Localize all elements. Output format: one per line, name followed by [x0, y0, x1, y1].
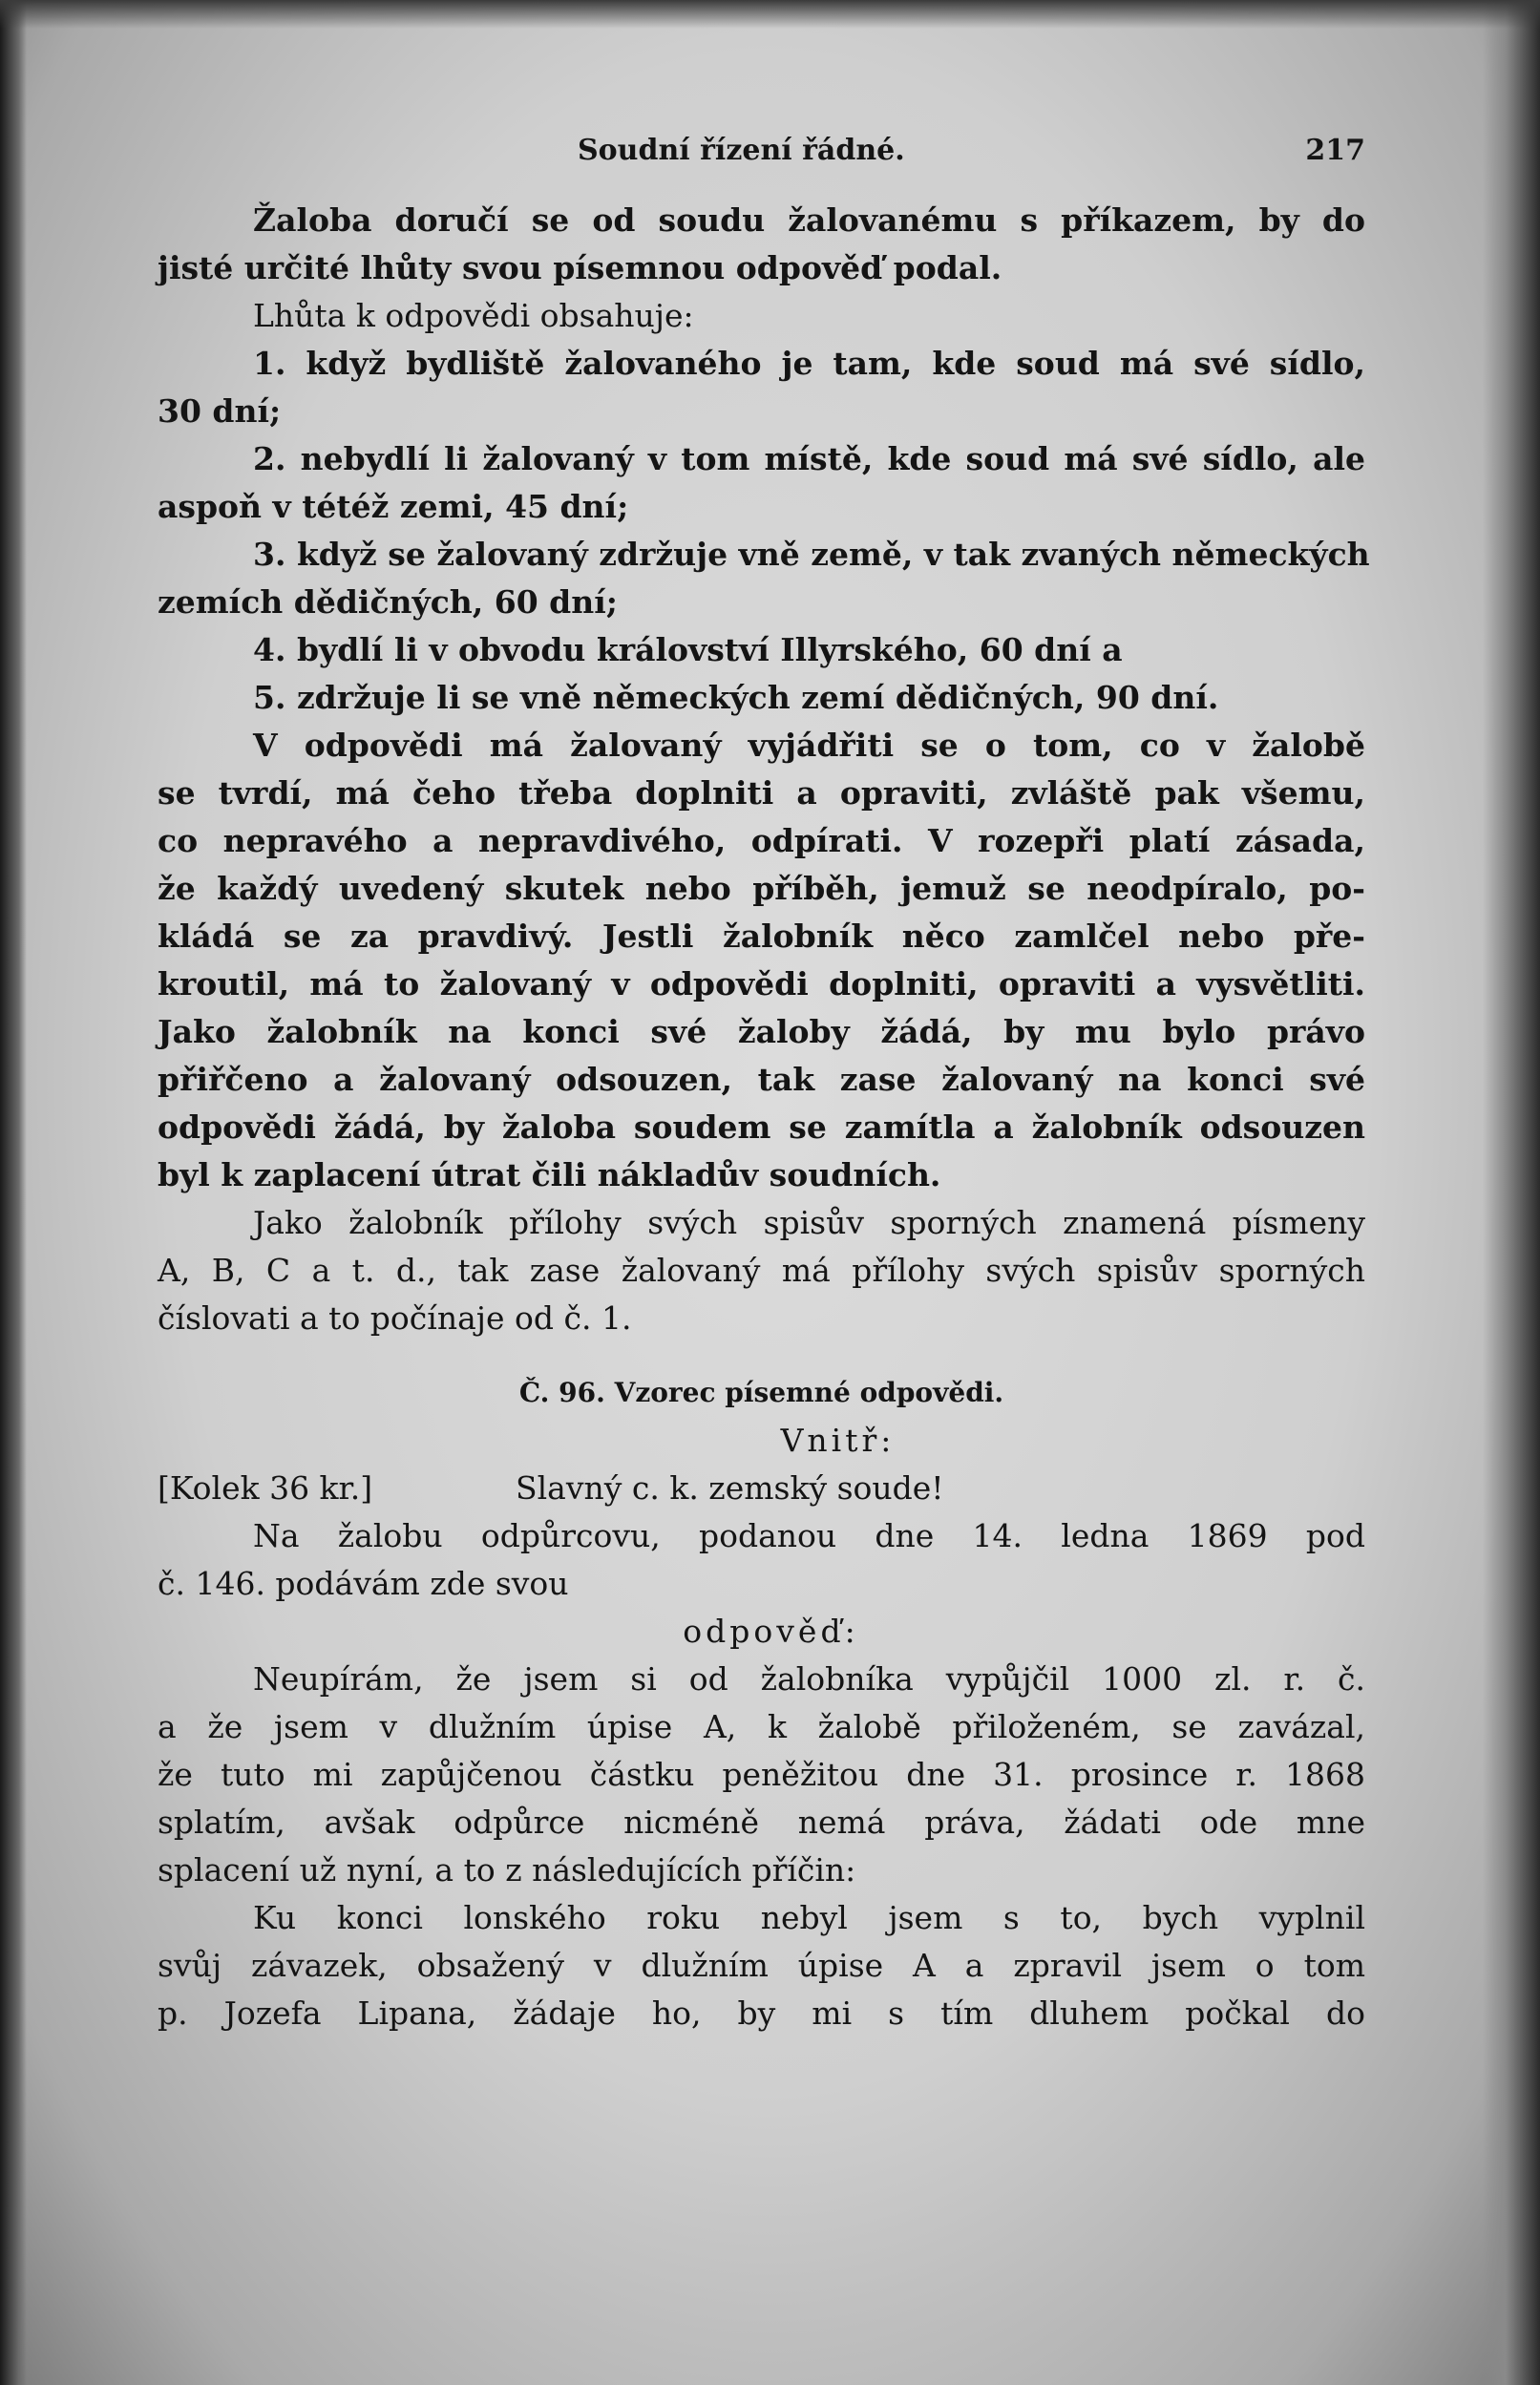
text-line: zemích dědičných, 60 dní;: [158, 583, 618, 621]
text-line: byl k zaplacení útrat čili nákladův soudních.: [158, 1156, 941, 1193]
page-text: [158, 134, 1370, 2037]
section-heading: Č. 96. Vzorec písemné odpovědi.: [518, 1377, 1004, 1408]
page-number: 217: [1305, 134, 1365, 167]
text-line: Žaloba doručí se od soudu žalovanému s příkazem, by do: [253, 201, 1365, 239]
text-line: Jako žalobník na konci své žaloby žádá, by mu bylo právo: [158, 1013, 1365, 1050]
page-shadow-top: [0, 0, 1540, 29]
text-line: splacení už nyní, a to z následujících příčin:: [158, 1851, 856, 1889]
court-place: Vnitř:: [780, 1422, 896, 1459]
text-line: kládá se za pravdivý. Jestli žalobník něco zamlčel nebo pře-: [158, 918, 1365, 955]
text-line: 4. bydlí li v obvodu království Illyrského, 60 dní a: [253, 631, 1123, 668]
text-line: Na žalobu odpůrcovu, podanou dne 14. ledna 1869 pod: [253, 1517, 1365, 1554]
reply-title: odpověď:: [683, 1613, 859, 1650]
stamp-fee: [Kolek 36 kr.]: [158, 1469, 373, 1507]
running-header: [158, 134, 1365, 181]
court-address: Slavný c. k. zemský soude!: [516, 1469, 944, 1507]
text-line: Ku konci lonského roku nebyl jsem s to, bych vyplnil: [253, 1899, 1365, 1936]
running-title: Soudní řízení řádné.: [578, 134, 905, 167]
text-line: 1. když bydliště žalovaného je tam, kde soud má své sídlo,: [253, 345, 1365, 382]
text-line: č. 146. podávám zde svou: [158, 1565, 569, 1602]
text-line: Lhůta k odpovědi obsahuje:: [253, 297, 694, 334]
text-line: odpovědi žádá, by žaloba soudem se zamítla a žalobník odsouzen: [158, 1108, 1365, 1146]
text-line: Neupírám, že jsem si od žalobníka vypůjčil 1000 zl. r. č.: [253, 1660, 1365, 1698]
text-line: V odpovědi má žalovaný vyjádřiti se o tom, co v žalobě: [253, 727, 1365, 764]
text-line: 30 dní;: [158, 392, 282, 430]
text-line: Jako žalobník přílohy svých spisův sporných znamená písmeny: [253, 1204, 1365, 1241]
text-line: p. Jozefa Lipana, žádaje ho, by mi s tím dluhem počkal do: [158, 1995, 1365, 2032]
page-shadow-left: [0, 0, 27, 2385]
text-line: 2. nebydlí li žalovaný v tom místě, kde soud má své sídlo, ale: [253, 440, 1365, 477]
text-line: kroutil, má to žalovaný v odpovědi doplniti, opraviti a vysvětliti.: [158, 965, 1365, 1003]
text-line: jisté určité lhůty svou písemnou odpověď podal.: [158, 249, 1002, 286]
text-line: že každý uvedený skutek nebo příběh, jemuž se neodpíralo, po-: [158, 870, 1365, 907]
text-line: se tvrdí, má čeho třeba doplniti a opraviti, zvláště pak všemu,: [158, 774, 1365, 812]
kolek-address-row: [158, 1465, 1365, 1512]
text-line: přiřčeno a žalovaný odsouzen, tak zase žalovaný na konci své: [158, 1061, 1365, 1098]
page-shadow-right: [1483, 0, 1540, 2385]
text-line: a že jsem v dlužním úpise A, k žalobě přiloženém, se zavázal,: [158, 1708, 1365, 1745]
text-line: že tuto mi zapůjčenou částku peněžitou dne 31. prosince r. 1868: [158, 1756, 1365, 1793]
text-line: aspoň v tétéž zemi, 45 dní;: [158, 488, 629, 525]
text-line: A, B, C a t. d., tak zase žalovaný má přílohy svých spisův sporných: [158, 1252, 1365, 1289]
text-line: splatím, avšak odpůrce nicméně nemá práva, žádati ode mne: [158, 1804, 1365, 1841]
text-line: číslovati a to počínaje od č. 1.: [158, 1299, 632, 1337]
text-line: co nepravého a nepravdivého, odpírati. V rozepři platí zásada,: [158, 822, 1365, 859]
text-line: svůj závazek, obsažený v dlužním úpise A a zpravil jsem o tom: [158, 1947, 1365, 1984]
text-line: 3. když se žalovaný zdržuje vně země, v tak zvaných německých: [253, 536, 1370, 573]
text-line: 5. zdržuje li se vně německých zemí dědičných, 90 dní.: [253, 679, 1219, 716]
